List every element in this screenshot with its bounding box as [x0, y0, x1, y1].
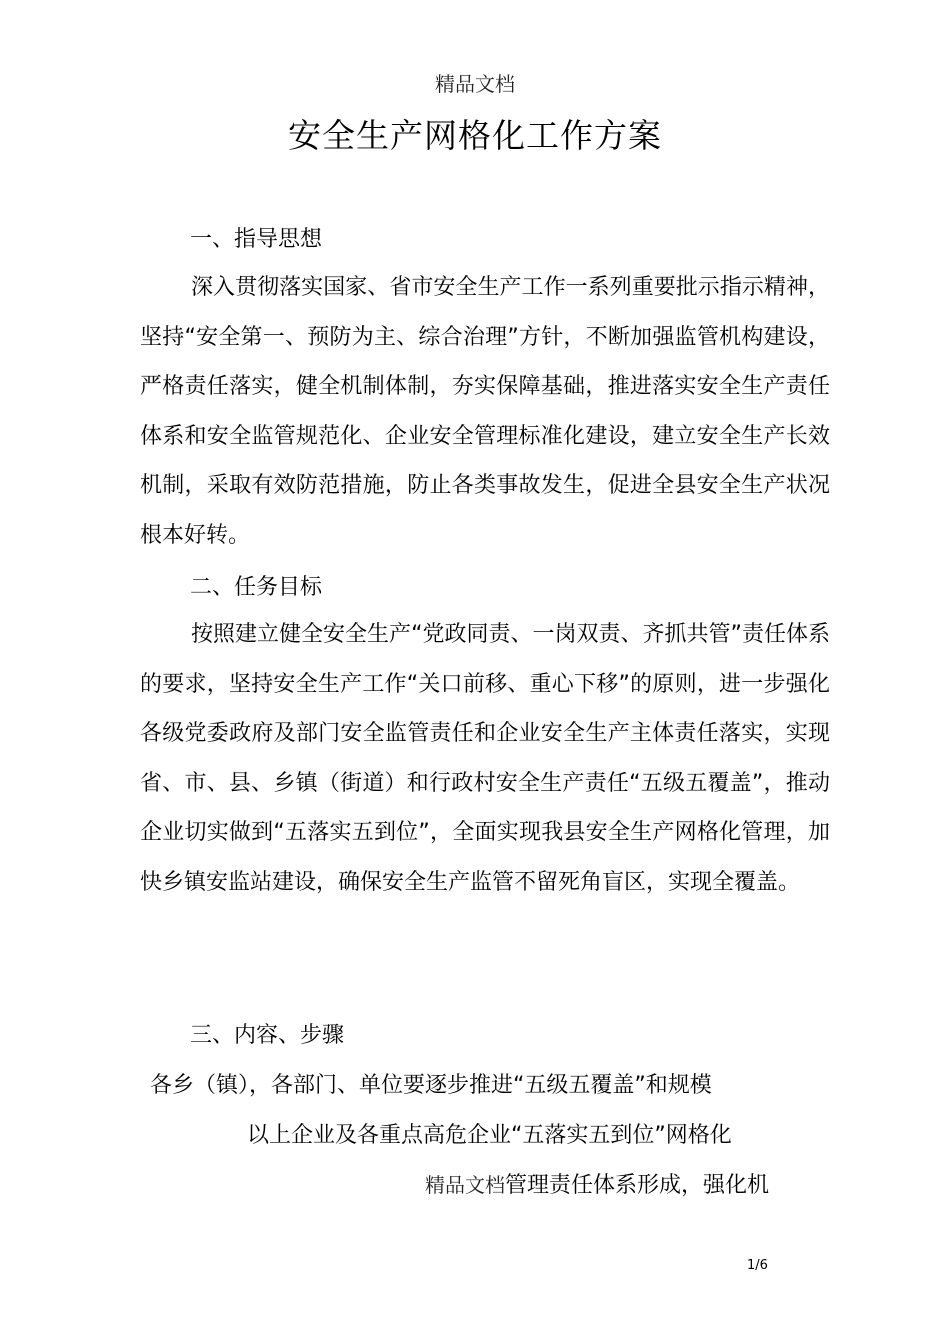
section-heading-guiding-ideology: 一、指导思想: [190, 227, 323, 252]
section-heading-task-goals: 二、任务目标: [190, 575, 323, 600]
section-body-task-goals: 按照建立健全安全生产“党政同责、一岗双责、齐抓共管”责任体系的要求，坚持安全生产工作“关口前移、重心下移”的原则，进一步强化各级党委政府及部门安全监管责任和企业安全生产主体责任落实，实现省、市、县、乡镇（街道）和行政村安全生产责任“五级五覆盖”，推动企业切实做到“五落实五到位”，全面实现我县安全生产网格化管理，加快乡镇安监站建设，确保安全生产监管不留死角盲区，实现全覆盖。: [140, 622, 830, 895]
footer-watermark: 精品文档: [425, 1173, 505, 1197]
page-number: 1/6: [747, 1258, 768, 1273]
section-heading-content-steps: 三、内容、步骤: [190, 1023, 345, 1048]
document-title: 安全生产网格化工作方案: [288, 116, 662, 155]
section-line-1: 各乡（镇），各部门、单位要逐步推进“五级五覆盖”和规模: [150, 1073, 712, 1098]
section-line-3: [425, 1168, 769, 1199]
section-body-guiding-ideology: 深入贯彻落实国家、省市安全生产工作一系列重要批示指示精神，坚持“安全第一、预防为主、综合治理”方针，不断加强监管机构建设，严格责任落实，健全机制体制，夯实保障基础，推进落实安全生产责任体系和安全监管规范化、企业安全管理标准化建设，建立安全生产长效机制，采取有效防范措施，防止各类事故发生，促进全县安全生产状况根本好转。: [140, 275, 830, 548]
section-line-3-text: 管理责任体系形成，强化机: [505, 1173, 770, 1198]
header-watermark: 精品文档: [435, 72, 515, 96]
section-line-2: 以上企业及各重点高危企业“五落实五到位”网格化: [247, 1123, 732, 1148]
